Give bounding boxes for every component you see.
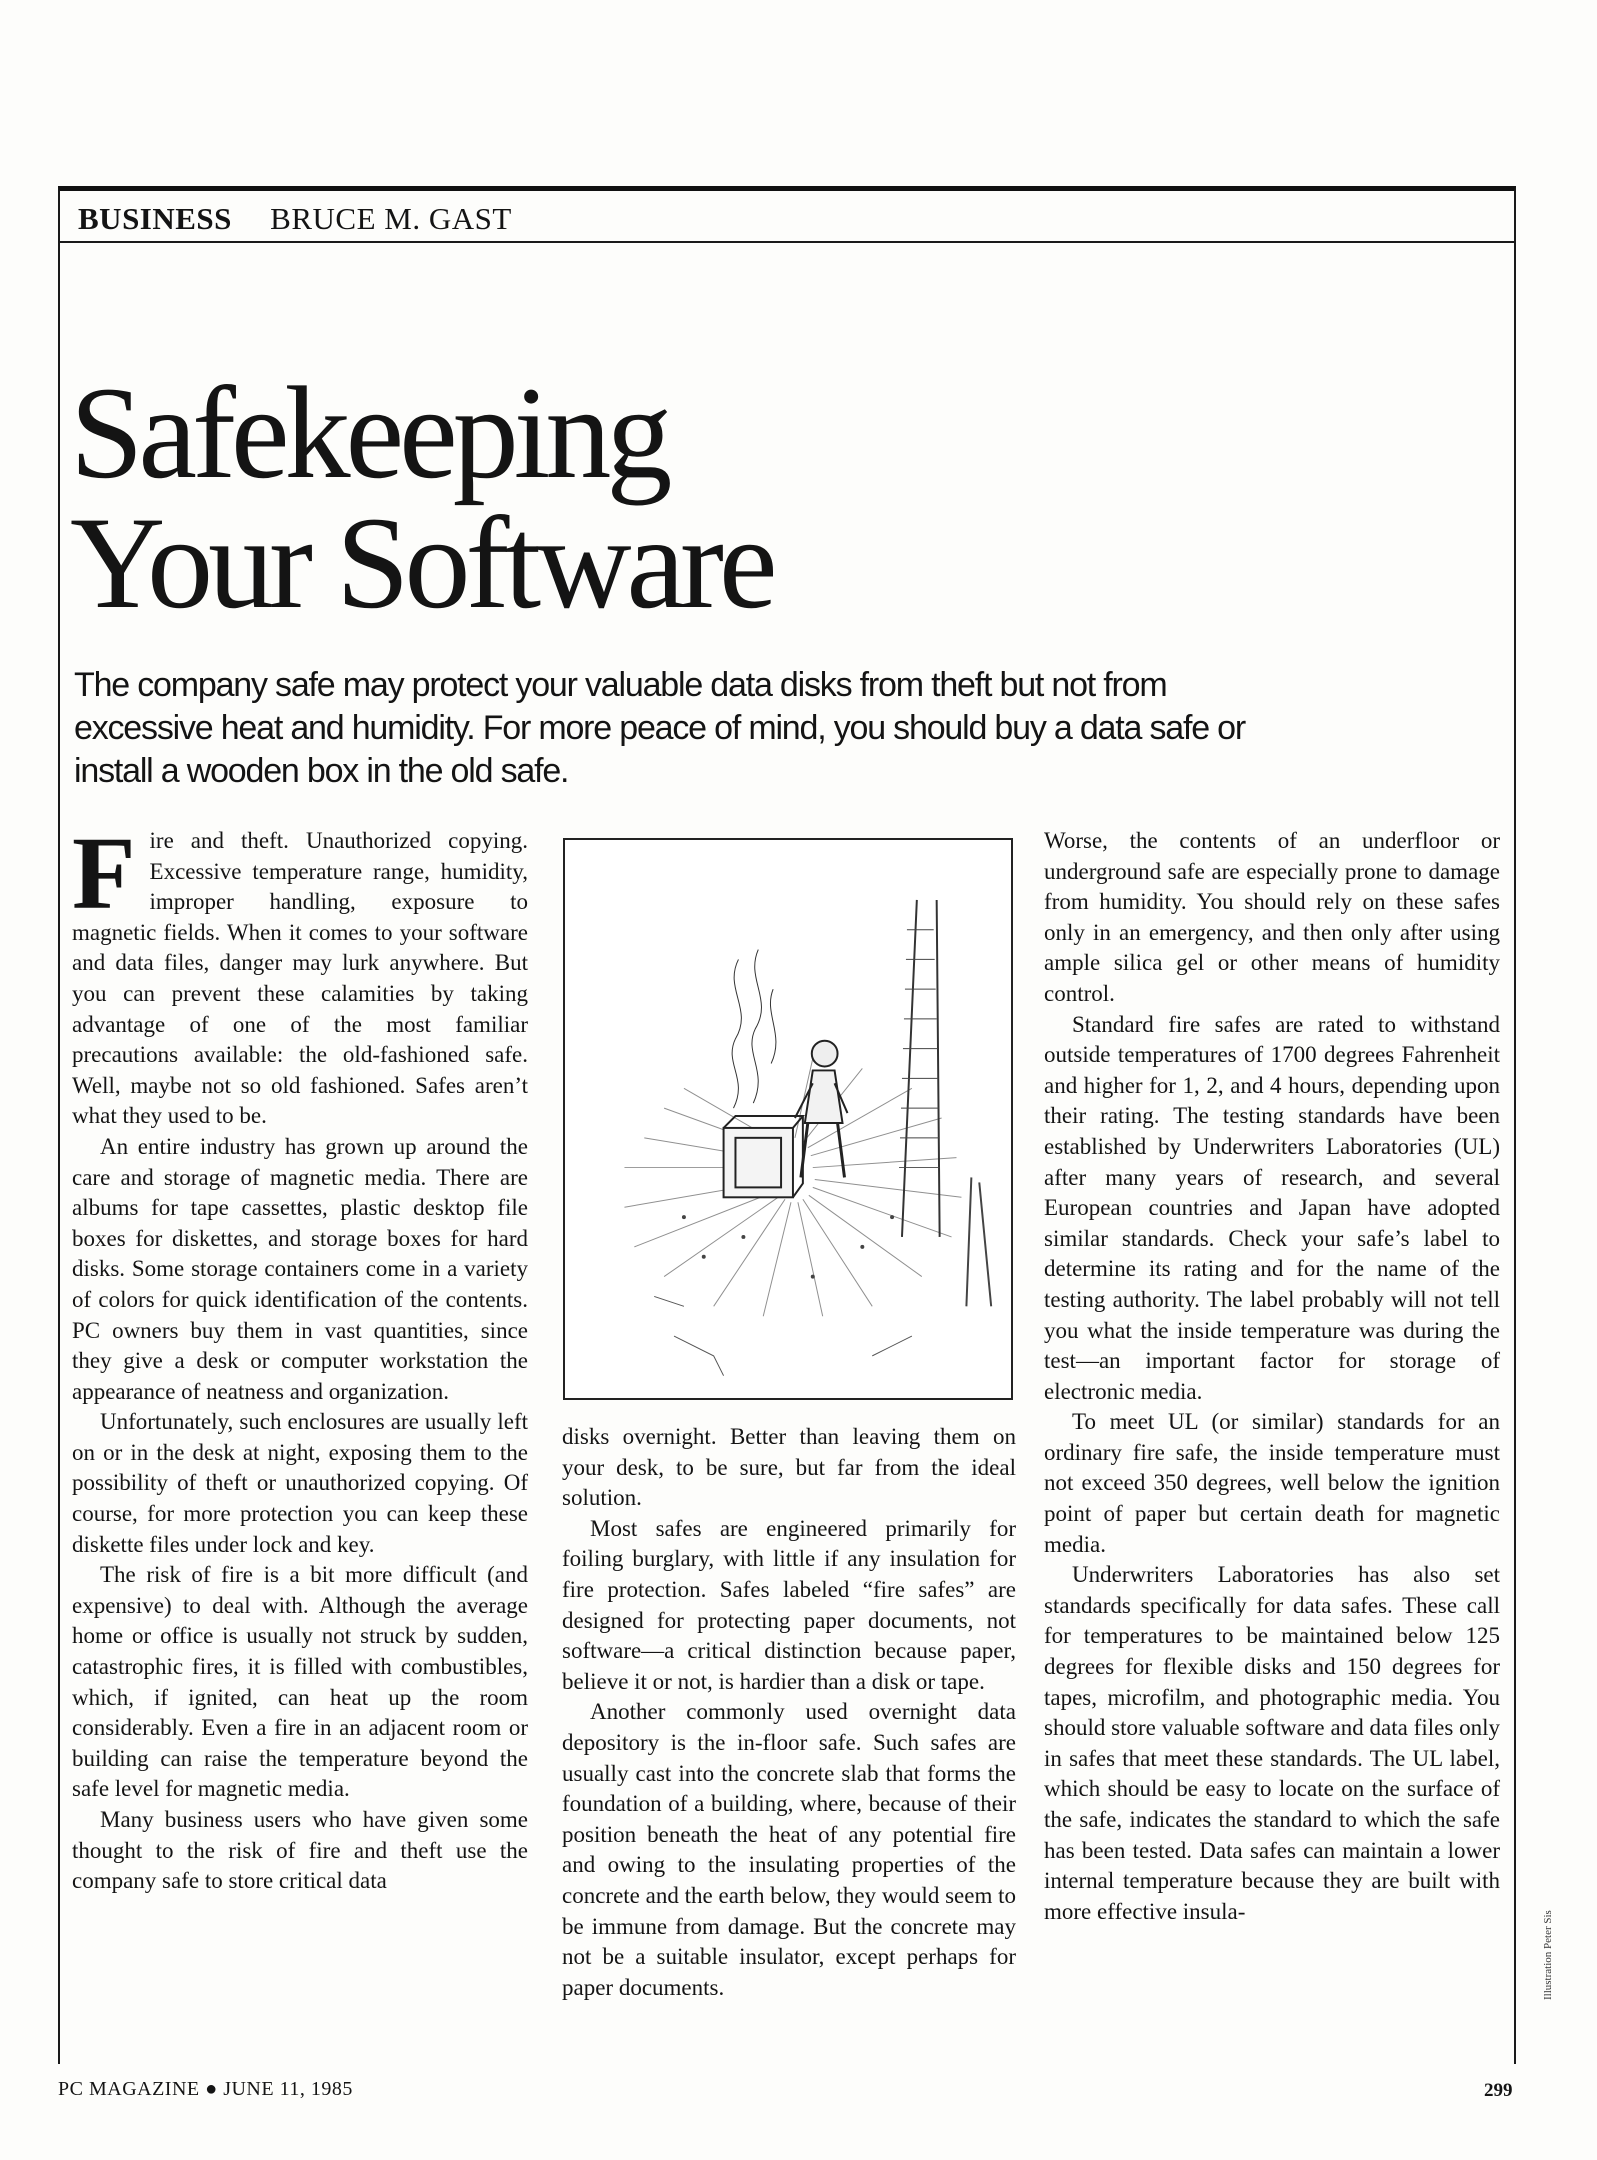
author-byline: BRUCE M. GAST: [270, 201, 512, 236]
section-header: [58, 191, 1516, 243]
paragraph: Underwriters Laboratories has also set standards specifically for data safes. These call for temperatures to be maintained below 125 degrees for flexible disks and 150 degrees for tapes, microfilm, and photographic media. You should store valuable software and data files only in safes that meet these standards. The UL label, which should be easy to locate on the surface of the safe, indicates the standard to which the safe has been tested. Data safes can maintain a lower internal temperature because they are built with more effective insula-: [1044, 1562, 1500, 1924]
paragraph: To meet UL (or similar) standards for an ordinary fire safe, the inside temperature must not exceed 350 degrees, well below the ignition point of paper but certain death for magnetic media.: [1044, 1409, 1500, 1557]
column-2: [562, 1422, 1016, 2003]
paragraph: Unfortunately, such enclosures are usually left on or in the desk at night, exposing them to the possibility of theft or unauthorized copying. Of course, for more protection you can keep these diskette files under lock and key.: [72, 1409, 528, 1557]
paragraph: Worse, the contents of an underfloor or underground safe are especially prone to damage from humidity. You should rely on these safes only in an emergency, and then only after using ample silica gel or other means of humidity control.: [1044, 828, 1500, 1006]
drop-cap: F: [72, 816, 136, 931]
paragraph: The risk of fire is a bit more difficult (and expensive) to deal with. Although the average home or office is usually not struck by sudden, catastrophic fires, it is filled with combustibles, which, if ignited, can heat up the room considerably. Even a fire in an adjacent room or building can raise the temperature beyond the safe level for magnetic media.: [72, 1562, 528, 1802]
paragraph: disks overnight. Better than leaving them on your desk, to be sure, but far from the ideal solution.: [562, 1424, 1016, 1511]
headline: Safekeeping Your Software: [70, 359, 773, 636]
illustration-credit: Illustration Peter Sis: [1542, 1910, 1554, 2000]
paragraph: Fire and theft. Unauthorized copying. Excessive temperature range, humidity, improper handling, exposure to magnetic fields. When it comes to your software and data files, danger may lurk anywhere. But you can prevent these calamities by taking advantage of one of the most familiar precautions available: the old-fashioned safe. Well, maybe not so old fashioned. Safes aren’t what they used to be.: [72, 816, 528, 1129]
paragraph: Many business users who have given some thought to the risk of fire and theft use the company safe to store critical data: [72, 1807, 528, 1894]
illustration-safe-in-fire: [563, 838, 1013, 1400]
paragraph: Standard fire safes are rated to withstand outside temperatures of 1700 degrees Fahrenheit and higher for 1, 2, and 4 hours, depending upon their rating. The testing standards have been established by Underwriters Laboratories (UL) after many years of research, and several European countries and Japan have adopted similar standards. Check your safe’s label to determine its rating and for the name of the testing authority. The label probably will not tell you what the inside temperature was during the test—an important factor for storage of electronic media.: [1044, 1011, 1500, 1404]
column-3: [1044, 826, 1500, 1927]
column-1: [72, 816, 528, 1897]
deck-subtitle: The company safe may protect your valuable data disks from theft but not from excessive heat and humidity. For more peace of mind, you should buy a data safe or install a wooden box in the old safe.: [74, 666, 1246, 790]
section-label: BUSINESS: [78, 201, 232, 236]
footer-publication: PC MAGAZINE ● JUNE 11, 1985: [58, 2078, 353, 2100]
paragraph: An entire industry has grown up around the care and storage of magnetic media. There are albums for tape cassettes, plastic desktop file boxes for diskettes, and storage boxes for hard disks. Some storage containers come in a variety of colors for quick identification of the contents. PC owners buy them in vast quantities, since they give a desk or computer workstation the appearance of neatness and organization.: [72, 1133, 528, 1404]
paragraph: Another commonly used overnight data depository is the in-floor safe. Such safes are usually cast into the concrete slab that forms the foundation of a building, where, because of their position beneath the heat of any potential fire and owing to the insulating properties of the concrete and the earth below, they would seem to be immune from damage. But the concrete may not be a suitable insulator, except perhaps for paper documents.: [562, 1699, 1016, 2000]
page-number: 299: [1484, 2080, 1513, 2101]
paragraph: Most safes are engineered primarily for foiling burglary, with little if any insulation for fire protection. Safes labeled “fire safes” are designed for protecting paper documents, not software—a critical distinction because paper, believe it or not, is hardier than a disk or tape.: [562, 1515, 1016, 1694]
